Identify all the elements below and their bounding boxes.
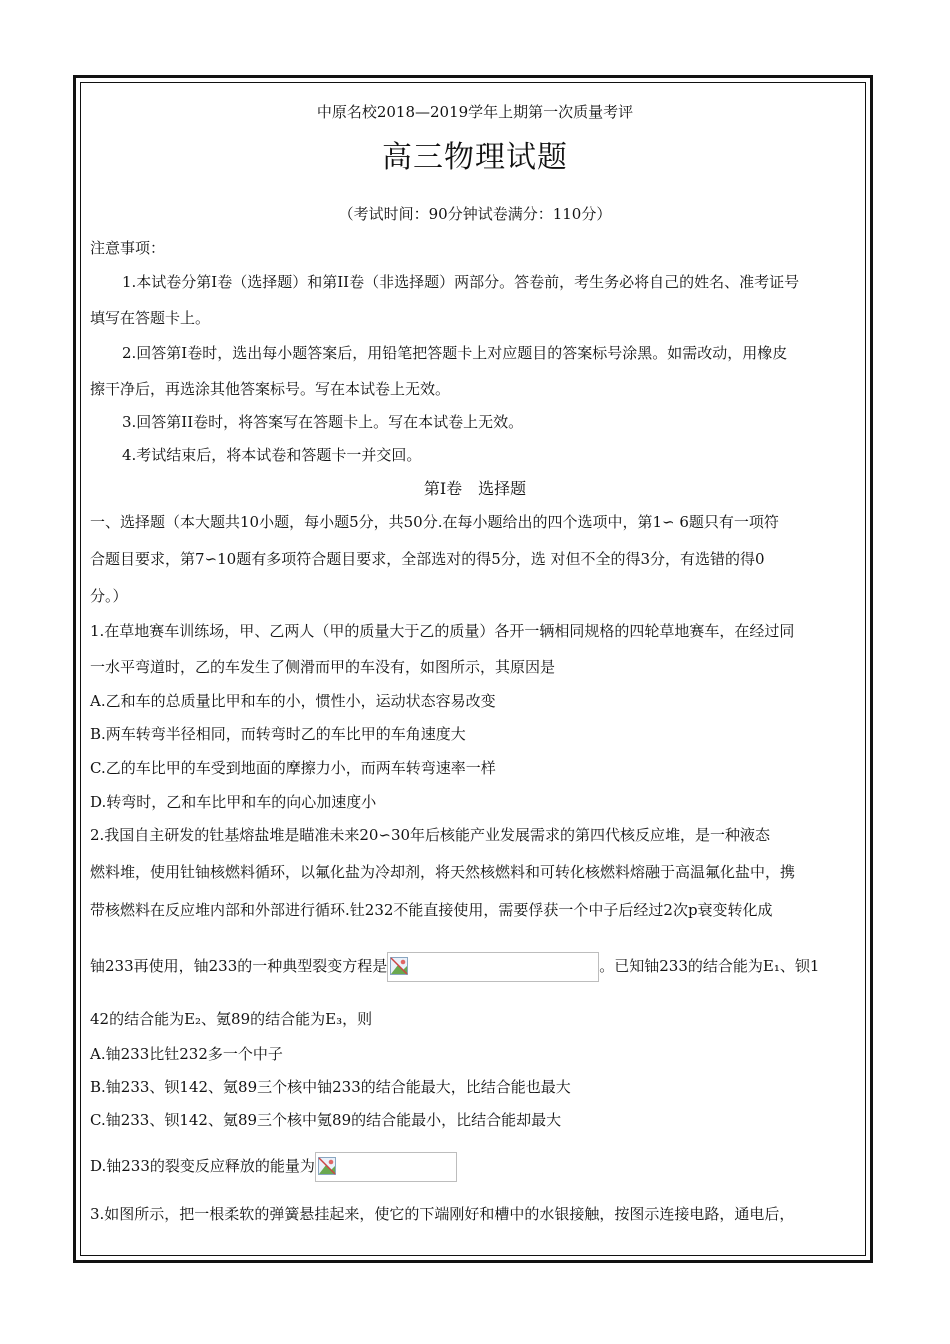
q2-option-b: B.铀233、钡142、氪89三个核中铀233的结合能最大，比结合能也最大	[90, 1078, 571, 1096]
notice-item-1-line-2: 填写在答题卡上。	[90, 309, 211, 327]
q1-stem-line-1: 1.在草地赛车训练场，甲、乙两人（甲的质量大于乙的质量）各开一辆相同规格的四轮草地赛车，在经过同	[90, 622, 795, 640]
q2-option-c: C.铀233、钡142、氪89三个核中氪89的结合能最小，比结合能却最大	[90, 1111, 562, 1129]
q3-stem-line-1: 3.如图所示，把一根柔软的弹簧悬挂起来，使它的下端刚好和槽中的水银接触，按图示连接电路，通电后，	[90, 1205, 795, 1223]
energy-formula-image	[315, 1152, 457, 1182]
page-title: 高三物理试题	[382, 140, 568, 175]
q2-stem-line-3: 带核燃料在反应堆内部和外部进行循环.钍232不能直接使用，需要俘获一个中子后经过2次p衰变转化成	[90, 901, 773, 919]
q2-stem-line-4	[90, 952, 819, 982]
q1-option-a: A.乙和车的总质量比甲和车的小，惯性小，运动状态容易改变	[90, 692, 496, 710]
school-line: 中原名校2018—2019学年上期第一次质量考评	[316, 103, 634, 121]
q2-stem-line-4-post: 。已知铀233的结合能为E₁、钡1	[599, 957, 820, 975]
q1-stem-line-2: 一水平弯道时，乙的车发生了侧滑而甲的车没有，如图所示，其原因是	[90, 658, 556, 676]
q2-stem-line-2: 燃料堆，使用钍铀核燃料循环，以氟化盐为冷却剂，将天然核燃料和可转化核燃料熔融于高温氟化盐中，携	[90, 863, 796, 881]
notice-heading: 注意事项：	[90, 239, 166, 257]
broken-image-icon	[318, 1157, 336, 1175]
q1-option-b: B.两车转弯半径相同，而转弯时乙的车比甲的车角速度大	[90, 725, 466, 743]
notice-item-1-line-1: 1.本试卷分第Ⅰ卷（选择题）和第II卷（非选择题）两部分。答卷前，考生务必将自己的姓名、准考证号	[122, 273, 800, 291]
fission-equation-image	[387, 952, 599, 982]
q2-option-d	[90, 1152, 457, 1182]
q2-option-d-text: D.铀233的裂变反应释放的能量为	[90, 1157, 315, 1175]
notice-item-3: 3.回答第II卷时，将答案写在答题卡上。写在本试卷上无效。	[122, 413, 524, 431]
notice-item-2-line-2: 擦干净后，再选涂其他答案标号。写在本试卷上无效。	[90, 380, 451, 398]
exam-info: （考试时间：90分钟试卷满分：110分）	[338, 205, 612, 223]
q2-stem-line-4-pre: 铀233再使用，铀233的一种典型裂变方程是	[90, 957, 388, 975]
section-intro-line-3: 分。）	[90, 587, 128, 605]
q1-option-d: D.转弯时，乙和车比甲和车的向心加速度小	[90, 793, 377, 811]
q2-stem-line-1: 2.我国自主研发的钍基熔盐堆是瞄准未来20∽30年后核能产业发展需求的第四代核反应堆，是一种液态	[90, 826, 771, 844]
notice-item-2-line-1: 2.回答第Ⅰ卷时，选出每小题答案后，用铅笔把答题卡上对应题目的答案标号涂黑。如需改动，用橡皮	[122, 344, 788, 362]
notice-item-4: 4.考试结束后，将本试卷和答题卡一并交回。	[122, 446, 422, 464]
broken-image-icon	[390, 957, 408, 975]
q2-stem-line-5: 42的结合能为E₂、氪89的结合能为E₃，则	[90, 1010, 373, 1028]
section-intro-line-2: 合题目要求，第7∽10题有多项符合题目要求，全部选对的得5分，选 对但不全的得3分，有选错的得0	[90, 550, 765, 568]
section-heading: 第Ⅰ卷 选择题	[423, 479, 527, 498]
q1-option-c: C.乙的车比甲的车受到地面的摩擦力小，而两车转弯速率一样	[90, 759, 496, 777]
q2-option-a: A.铀233比钍232多一个中子	[90, 1045, 283, 1063]
section-intro-line-1: 一、选择题（本大题共10小题，每小题5分，共50分.在每小题给出的四个选项中，第1∽ 6题只有一项符	[90, 513, 779, 531]
